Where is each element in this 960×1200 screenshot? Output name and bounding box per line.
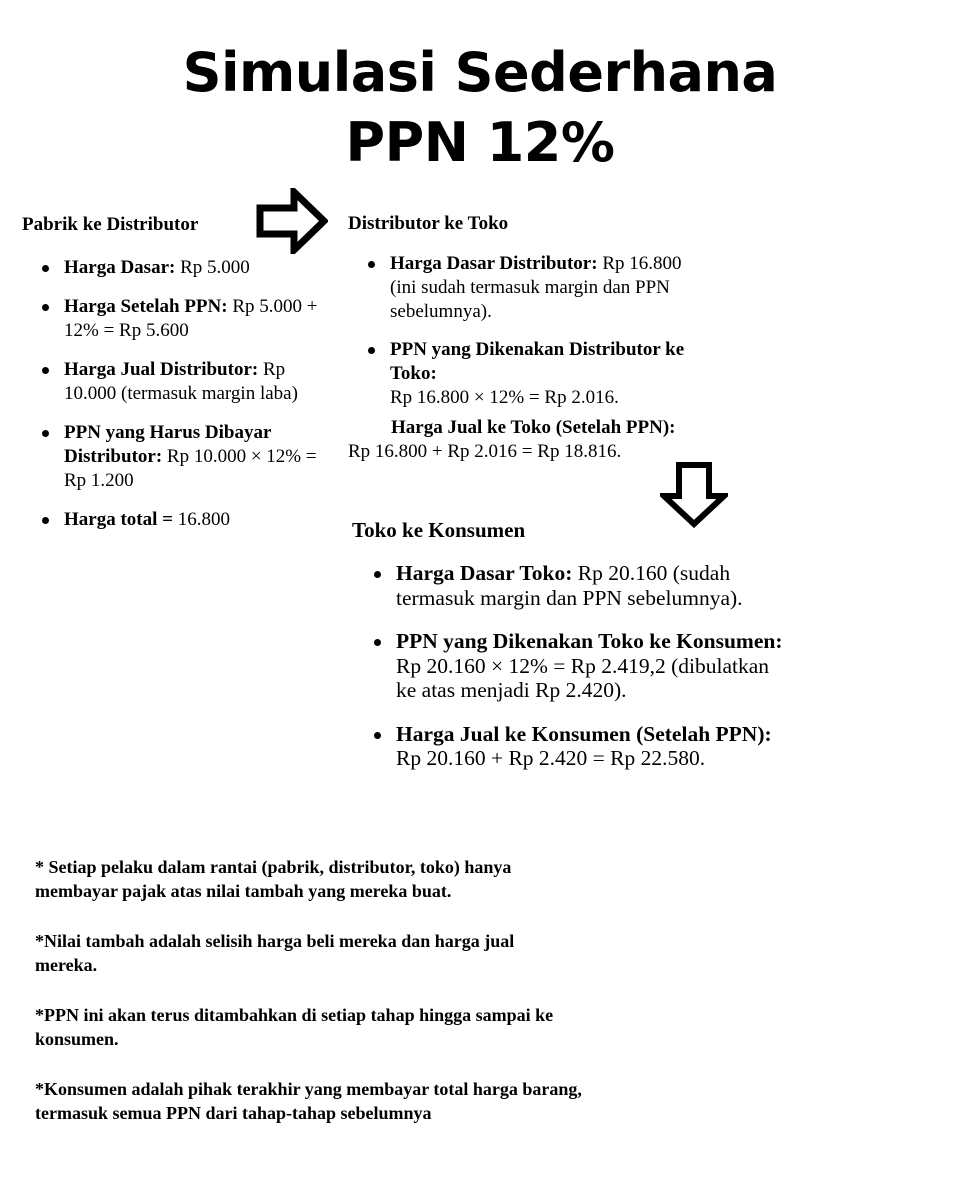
footnote: *Nilai tambah adalah selisih harga beli mereka dan harga jual mereka. bbox=[35, 931, 515, 975]
list-item: PPN yang Harus Dibayar Distributor: Rp 10.000 × 12% = Rp 1.200 bbox=[22, 421, 322, 493]
pabrik-list bbox=[22, 256, 322, 547]
list-item: Harga Dasar Toko: Rp 20.160 (sudah termasuk margin dan PPN sebelumnya). bbox=[354, 561, 806, 610]
toko-list bbox=[354, 561, 814, 790]
distributor-list bbox=[348, 252, 698, 424]
list-item: Harga Dasar: Rp 5.000 bbox=[22, 256, 322, 280]
section-heading-pabrik: Pabrik ke Distributor bbox=[22, 214, 199, 235]
footnote: * Setiap pelaku dalam rantai (pabrik, distributor, toko) hanya membayar pajak atas nilai tambah yang mereka buat. bbox=[35, 857, 512, 901]
list-item: PPN yang Dikenakan Distributor ke Toko: Rp 16.800 × 12% = Rp 2.016. bbox=[348, 338, 700, 410]
list-item: Harga Jual Distributor: Rp 10.000 (termasuk margin laba) bbox=[22, 358, 322, 406]
footnotes bbox=[35, 855, 675, 1151]
arrow-down-outline-icon bbox=[660, 462, 728, 528]
arrow-right-outline-icon bbox=[256, 188, 328, 254]
section-heading-toko: Toko ke Konsumen bbox=[352, 518, 526, 542]
footnote: *PPN ini akan terus ditambahkan di setiap tahap hingga sampai ke konsumen. bbox=[35, 1005, 554, 1049]
list-item: Harga Jual ke Konsumen (Setelah PPN): Rp 20.160 + Rp 2.420 = Rp 22.580. bbox=[354, 722, 786, 771]
title-line-2: PPN 12% bbox=[345, 111, 615, 174]
list-item: PPN yang Dikenakan Toko ke Konsumen: Rp 20.160 × 12% = Rp 2.419,2 (dibulatkan ke atas menjadi Rp 2.420). bbox=[354, 629, 786, 703]
distributor-sell-price: Harga Jual ke Toko (Setelah PPN): Rp 16.800 + Rp 2.016 = Rp 18.816. bbox=[348, 417, 676, 462]
list-item: Harga Setelah PPN: Rp 5.000 + 12% = Rp 5.600 bbox=[22, 295, 322, 343]
footnote: *Konsumen adalah pihak terakhir yang membayar total harga barang, termasuk semua PPN dari tahap-tahap sebelumnya bbox=[35, 1079, 582, 1123]
title-line-1: Simulasi Sederhana bbox=[182, 41, 778, 104]
list-item: Harga Dasar Distributor: Rp 16.800 (ini sudah termasuk margin dan PPN sebelumnya). bbox=[348, 252, 690, 324]
list-item: Harga total = 16.800 bbox=[22, 508, 322, 532]
page-title bbox=[0, 38, 960, 178]
section-heading-distributor: Distributor ke Toko bbox=[348, 213, 509, 234]
